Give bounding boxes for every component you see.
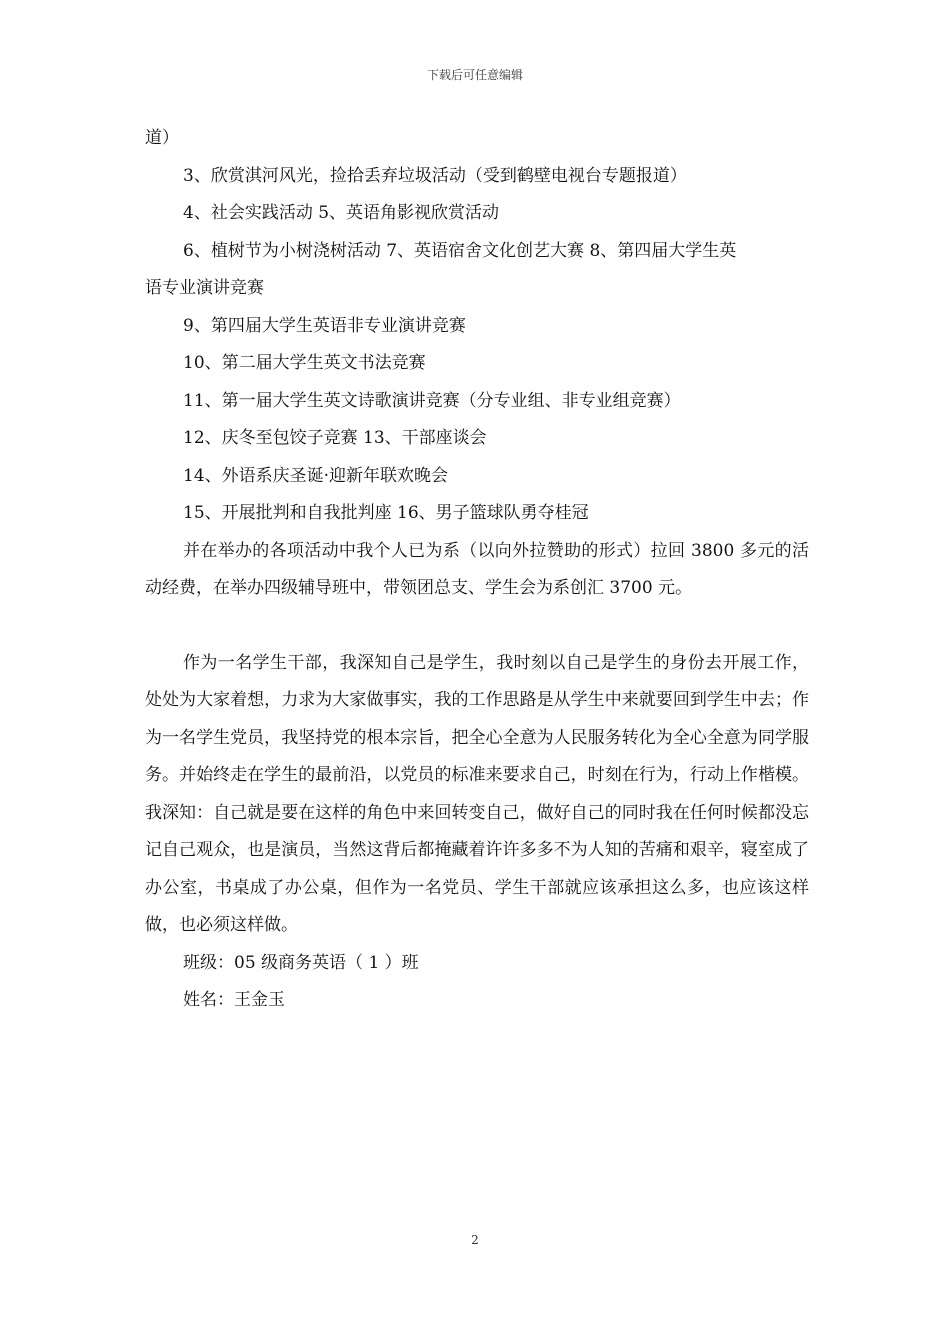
funding-paragraph: 并在举办的各项活动中我个人已为系（以向外拉赞助的形式）拉回 3800 多元的活动经费，在举办四级辅导班中，带领团总支、学生会为系创汇 3700 元。 xyxy=(145,540,809,598)
activity-item: 6、植树节为小树浇树活动 7、英语宿舍文化创艺大赛 8、第四届大学生英 xyxy=(183,240,737,261)
activity-item: 4、社会实践活动 5、英语角影视欣赏活动 xyxy=(183,203,500,223)
activity-item: 15、开展批判和自我批判座 16、男子篮球队勇夺桂冠 xyxy=(183,503,589,523)
page-header: 下载后可任意编辑 xyxy=(426,68,523,82)
page-number: 2 xyxy=(471,1233,479,1247)
activity-item: 10、第二届大学生英文书法竞赛 xyxy=(183,353,426,373)
activity-item: 3、欣赏淇河风光，捡拾丢弃垃圾活动（受到鹤壁电视台专题报道） xyxy=(183,165,687,186)
main-paragraph: 作为一名学生干部，我深知自己是学生，我时刻以自己是学生的身份去开展工作，处处为大家着想，力求为大家做事实，我的工作思路是从学生中来就要回到学生中去；作为一名学生党员，我坚持党的根本宗旨，把全心全意为人民服务转化为全心全意为同学服务。并始终走在学生的最前沿，以党员的标准来要求自己，时刻在行为，行动上作楷模。我深知：自己就是要在这样的角色中来回转变自己，做好自己的同时我在任何时候都没忘记自己观众，也是演员，当然这背后都掩藏着许许多多不为人知的苦痛和艰辛，寝室成了办公室，书桌成了办公桌，但作为一名党员、学生干部就应该承担这么多，也应该这样做，也必须这样做。 xyxy=(145,652,809,935)
activity-item: 11、第一届大学生英文诗歌演讲竞赛（分专业组、非专业组竞赛） xyxy=(183,390,681,411)
name-line: 姓名：王金玉 xyxy=(183,990,285,1010)
activity-item: 14、外语系庆圣诞·迎新年联欢晚会 xyxy=(183,465,449,486)
paragraph-gap xyxy=(145,608,809,645)
activity-item: 12、庆冬至包饺子竞赛 13、干部座谈会 xyxy=(183,428,487,448)
document-body xyxy=(145,120,809,1020)
activity-item: 9、第四届大学生英语非专业演讲竞赛 xyxy=(183,315,466,336)
text-line: 道） xyxy=(145,128,179,148)
activity-item-continuation: 语专业演讲竞赛 xyxy=(145,278,264,298)
class-line: 班级：05 级商务英语（ 1 ）班 xyxy=(183,952,419,973)
